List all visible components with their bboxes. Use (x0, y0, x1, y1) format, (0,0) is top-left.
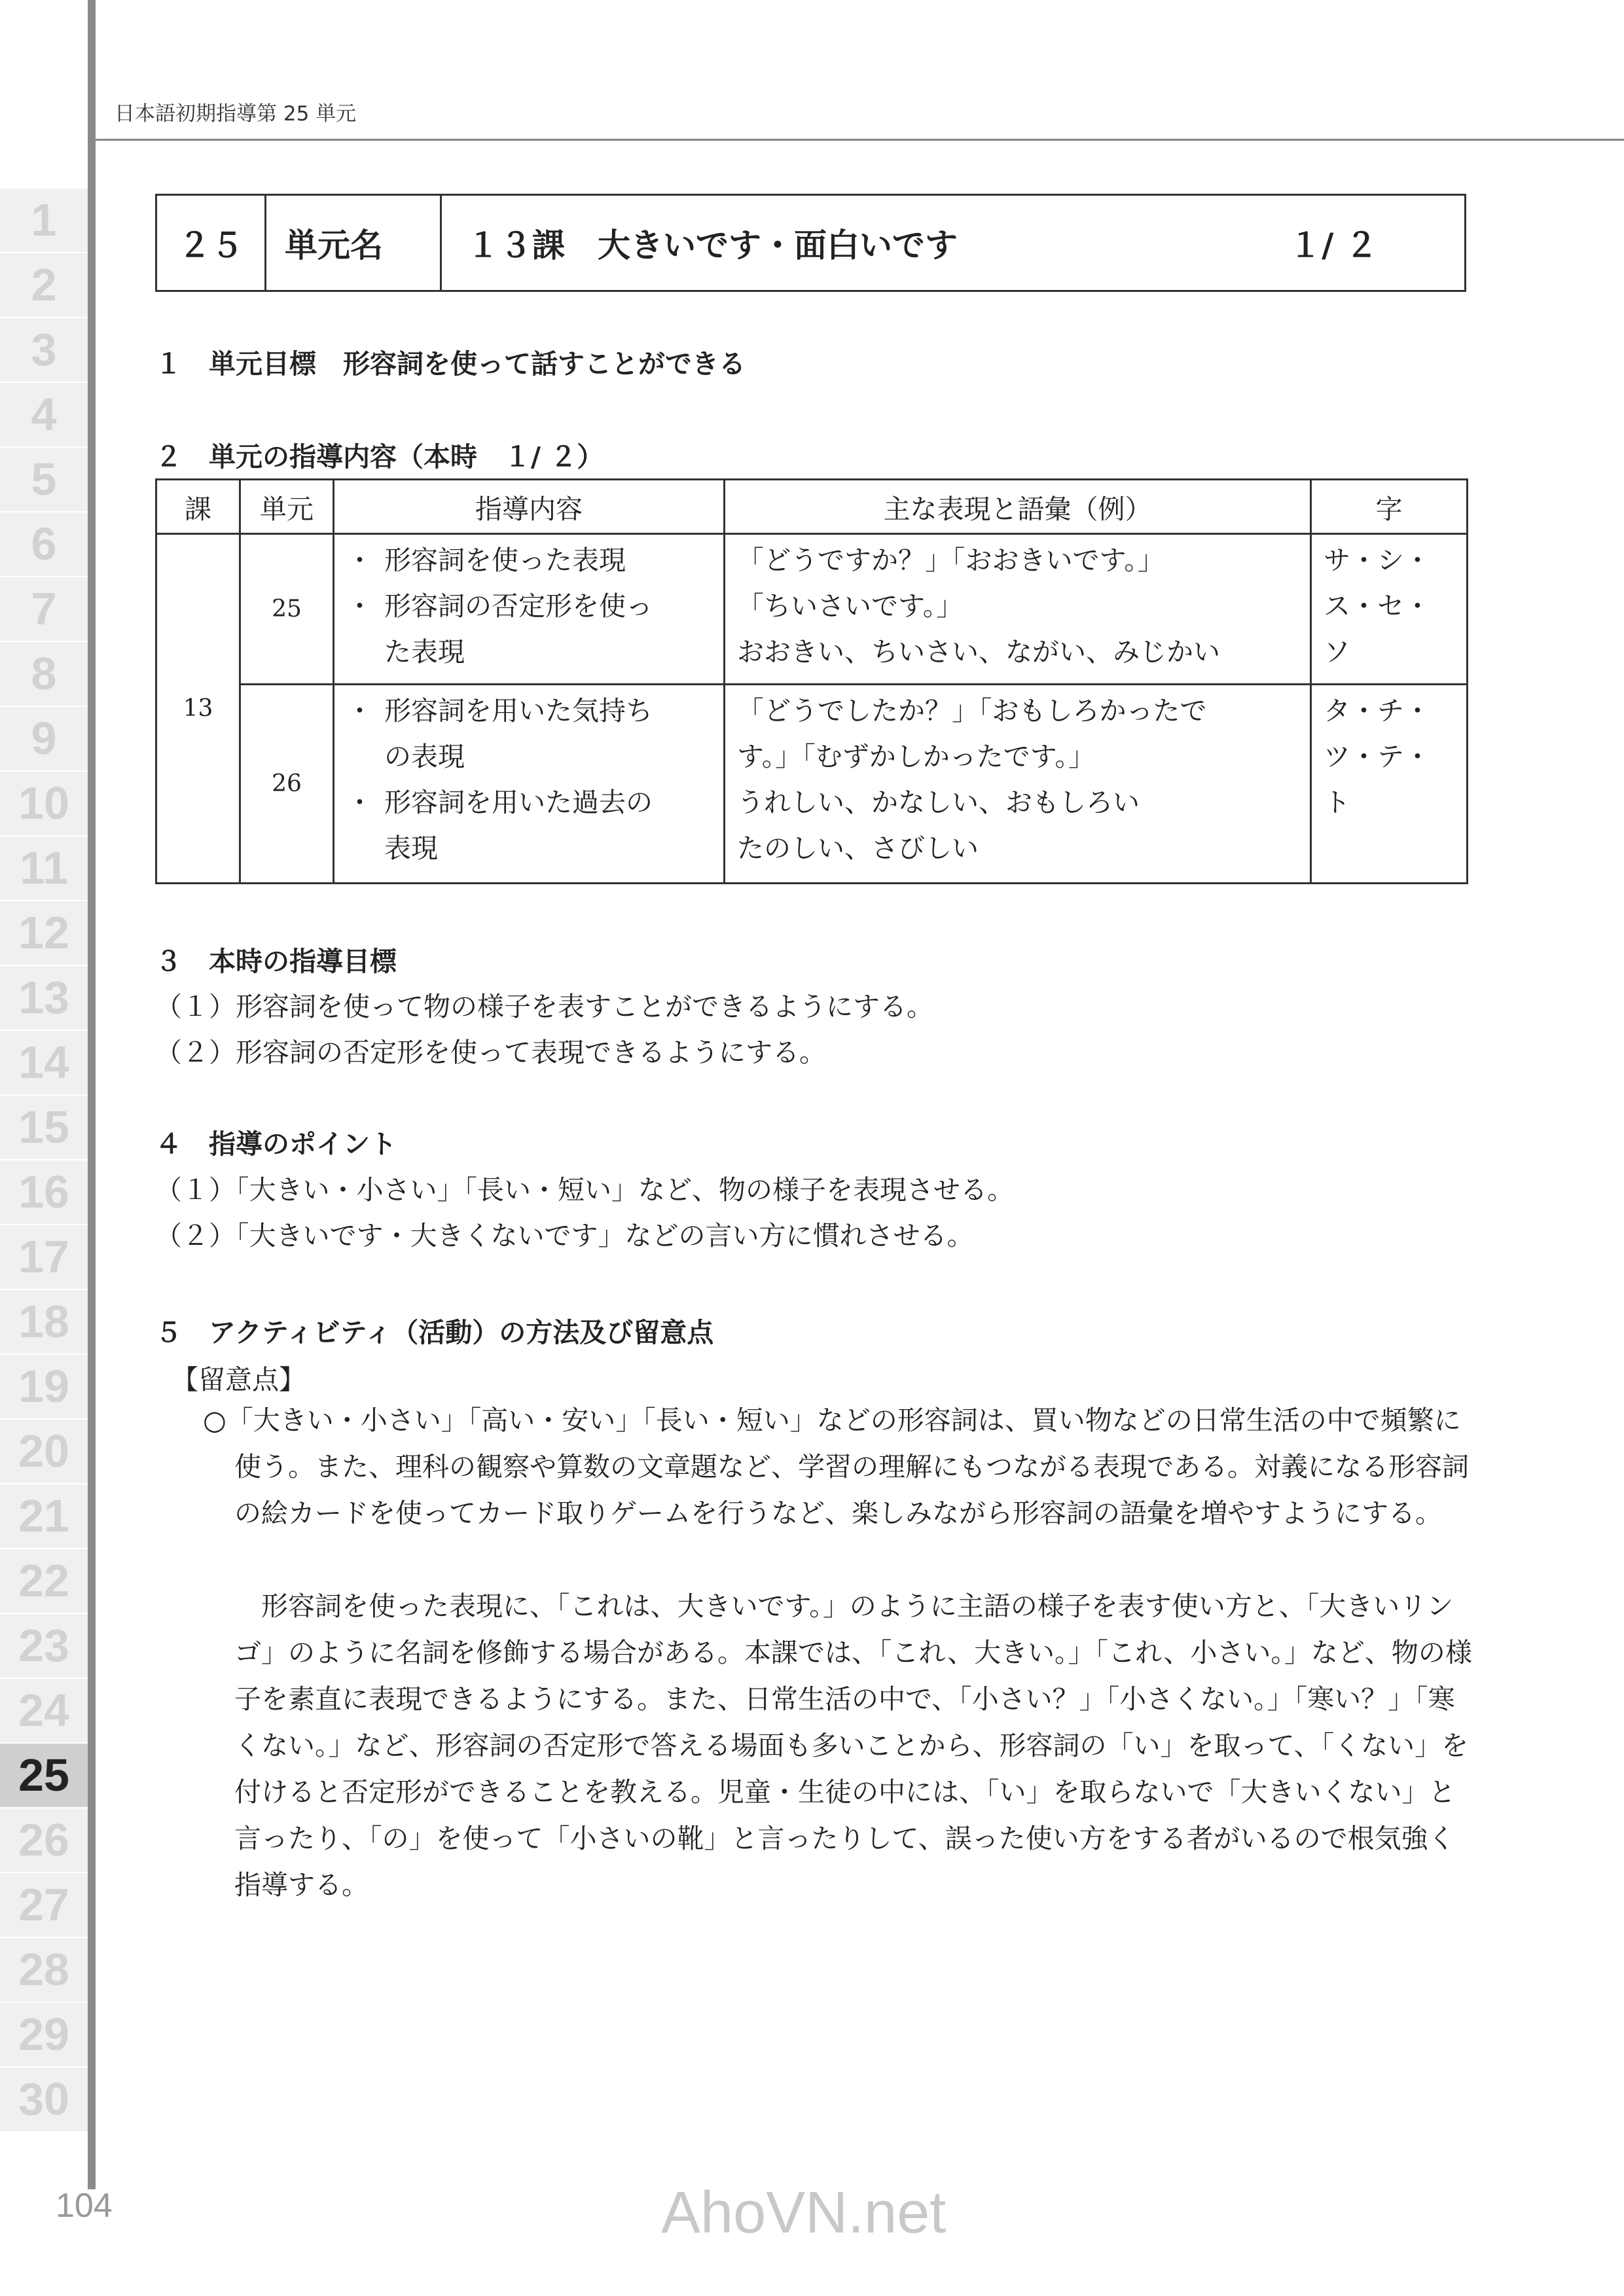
col-header-chars: 字 (1311, 480, 1468, 534)
side-tab-14: 14 (0, 1031, 88, 1094)
chars-line: サ・シ・ (1324, 545, 1431, 576)
side-tab-29: 29 (0, 2003, 88, 2066)
unit-cell: 25 (240, 534, 334, 685)
side-tab-25: 25 (0, 1744, 88, 1807)
unit-label: 単元名 (266, 196, 442, 290)
side-tab-15: 15 (0, 1096, 88, 1159)
chars-line: ソ (1324, 636, 1350, 668)
side-tab-1: 1 (0, 188, 88, 252)
side-tab-27: 27 (0, 1873, 88, 1937)
unit-title: １３課 大きいです・面白いです (467, 226, 958, 264)
chars-line: ス・セ・ (1324, 590, 1431, 622)
chars-line: ツ・テ・ (1324, 741, 1431, 773)
col-header-unit: 単元 (240, 480, 334, 534)
section-5-subheading: 【留意点】 (171, 1364, 306, 1395)
side-tab-6: 6 (0, 512, 88, 576)
expression-line: うれしい、かなしい、おもしろい (737, 787, 1140, 819)
col-header-content: 指導内容 (334, 480, 725, 534)
side-tab-30: 30 (0, 2068, 88, 2131)
expression-line: たのしい、さびしい (737, 833, 979, 865)
table-row (156, 534, 1468, 685)
side-tab-5: 5 (0, 448, 88, 511)
side-tab-7: 7 (0, 577, 88, 641)
page-number: 104 (56, 2187, 113, 2225)
content-line: 形容詞を用いた過去の (384, 787, 653, 819)
expressions-cell (725, 685, 1311, 884)
expressions-cell (725, 534, 1311, 685)
side-tab-10: 10 (0, 772, 88, 835)
expression-line: 「どうですか？」「おおきいです。」 (737, 545, 1164, 576)
chars-line: ト (1324, 787, 1350, 819)
table-row (156, 685, 1468, 884)
content-line: 表現 (384, 833, 438, 865)
unit-content-table (155, 478, 1468, 884)
side-tab-23: 23 (0, 1614, 88, 1677)
chars-line: タ・チ・ (1324, 695, 1431, 727)
side-tab-16: 16 (0, 1160, 88, 1224)
side-tab-24: 24 (0, 1679, 88, 1742)
unit-title-box (155, 194, 1466, 292)
side-tab-18: 18 (0, 1290, 88, 1354)
side-tab-26: 26 (0, 1808, 88, 1872)
side-tab-19: 19 (0, 1355, 88, 1418)
section-3-item: （２）形容詞の否定形を使って表現できるようにする。 (155, 1037, 826, 1068)
unit-cell: 26 (240, 685, 334, 884)
section-4-item: （２）「大きいです・大きくないです」などの言い方に慣れさせる。 (155, 1220, 974, 1251)
header-divider (96, 139, 1624, 141)
expression-line: 「ちいさいです。」 (737, 590, 964, 622)
running-header: 日本語初期指導第 25 単元 (115, 102, 357, 126)
side-tab-13: 13 (0, 966, 88, 1030)
side-tab-11: 11 (0, 836, 88, 900)
watermark: AhoVN.net (661, 2180, 947, 2246)
expression-line: 「どうでしたか？」「おもしろかったで (737, 695, 1207, 727)
side-tab-22: 22 (0, 1549, 88, 1613)
col-header-expressions: 主な表現と語彙（例） (725, 480, 1311, 534)
side-tab-2: 2 (0, 253, 88, 317)
content-line: た表現 (384, 636, 465, 668)
notes-paragraph-2: 形容詞を使った表現に、「これは、大きいです。」のように主語の様子を表す使い方と、「大きいリンゴ」のように名詞を修飾する場合がある。本課では、「これ、大きい。」「これ、小さい。」など、物の様子を素直に表現できるようにする。また、日常生活の中で、「小さい？」「小さくない。」「寒い？」「寒くない。」など、形容詞の否定形で答える場面も多いことから、形容詞の「い」を取って、「くない」を付けると否定形ができることを教える。児童・生徒の中には、「い」を取らないで「大きいくない」と言ったり、「の」を使って「小さいの靴」と言ったりして、誤った使い方をする者がいるので根気強く指導する。 (234, 1590, 1472, 1901)
lesson-number: 13 (156, 534, 240, 884)
side-tab-4: 4 (0, 383, 88, 446)
content-line: 形容詞を使った表現 (384, 545, 626, 576)
side-tab-17: 17 (0, 1225, 88, 1289)
col-header-lesson: 課 (156, 480, 240, 534)
margin-rule (88, 0, 96, 2189)
side-tab-28: 28 (0, 1938, 88, 2001)
expression-line: おおきい、ちいさい、ながい、みじかい (737, 636, 1220, 668)
side-tab-21: 21 (0, 1484, 88, 1548)
unit-number: ２５ (157, 196, 266, 290)
chars-cell (1311, 534, 1468, 685)
side-tab-9: 9 (0, 707, 88, 770)
content-line: 形容詞を用いた気持ち (384, 695, 653, 727)
section-5-heading: ５ アクティビティ（活動）の方法及び留意点 (155, 1317, 714, 1348)
content-line: の表現 (384, 741, 465, 773)
section-4-heading: ４ 指導のポイント (155, 1128, 397, 1160)
chars-cell (1311, 685, 1468, 884)
side-tab-8: 8 (0, 642, 88, 706)
side-tab-3: 3 (0, 318, 88, 382)
content-line: 形容詞の否定形を使っ (384, 590, 653, 622)
side-tab-12: 12 (0, 901, 88, 965)
section-3-item: （１）形容詞を使って物の様子を表すことができるようにする。 (155, 991, 933, 1022)
section-3-heading: ３ 本時の指導目標 (155, 946, 397, 977)
content-cell: ・ 形容詞を使った表現 ・ 形容詞の否定形を使っ た表現 (334, 534, 725, 685)
expression-line: す。」「むずかしかったです。」 (737, 741, 1095, 773)
section-4-item: （１）「大きい・小さい」「長い・短い」など、物の様子を表現させる。 (155, 1174, 1014, 1206)
notes-paragraph-1: ○「大きい・小さい」「高い・安い」「長い・短い」などの形容詞は、買い物などの日常生活の中で頻繁に使う。また、理科の観察や算数の文章題など、学習の理解にもつながる表現である。対義になる形容詞の絵カードを使ってカード取りゲームを行うなど、楽しみながら形容詞の語彙を増やすようにする。 (203, 1405, 1469, 1529)
section-2-heading: ２ 単元の指導内容（本時 １/ ２） (155, 441, 604, 473)
unit-page: １/ ２ (1289, 226, 1378, 264)
section-1-heading: １ 単元目標 形容詞を使って話すことができる (155, 348, 746, 380)
side-tab-20: 20 (0, 1420, 88, 1483)
unit-index-tabs (0, 188, 88, 2132)
content-cell: ・ 形容詞を用いた気持ち の表現 ・ 形容詞を用いた過去の 表現 (334, 685, 725, 884)
